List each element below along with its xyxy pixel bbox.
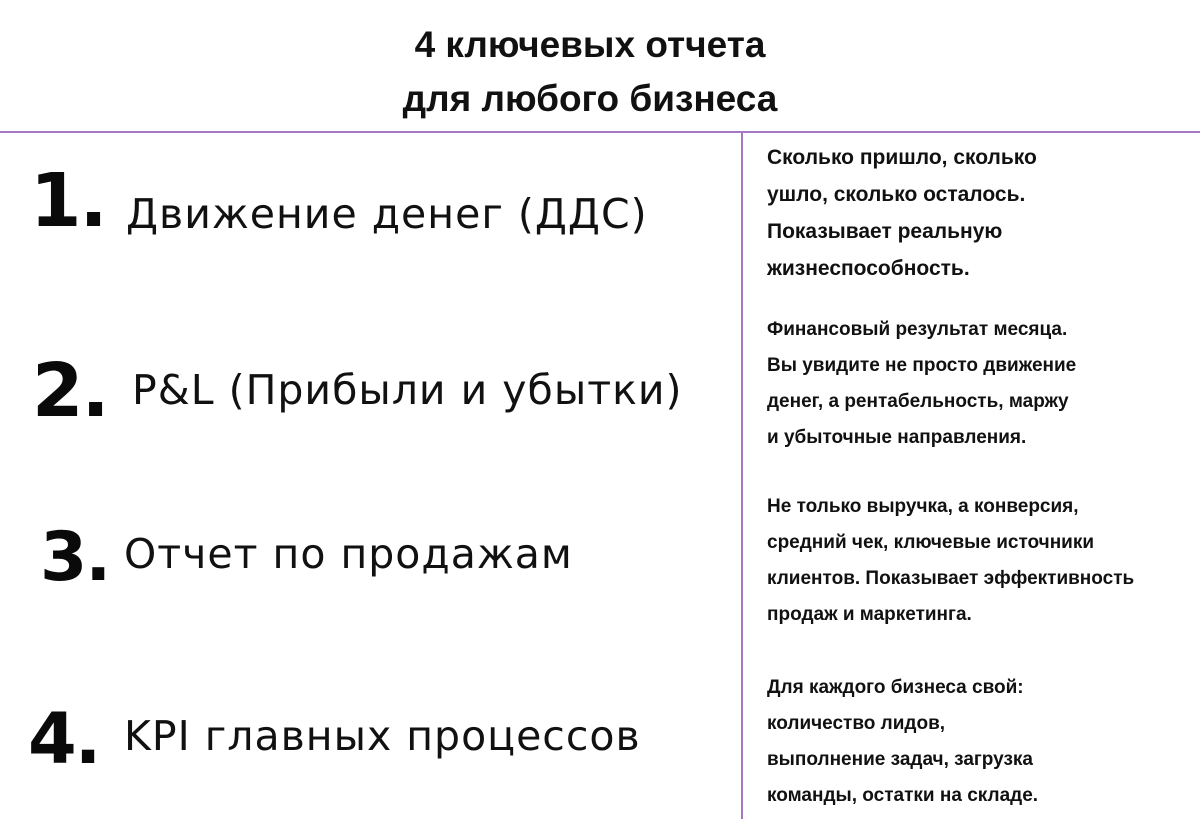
description-line: продаж и маркетинга. — [767, 604, 972, 625]
horizontal-divider — [0, 131, 1200, 133]
title-line-1: 4 ключевых отчета — [414, 24, 766, 65]
description-line: денег, а рентабельность, маржу — [767, 391, 1069, 412]
description-line: ушло, сколько осталось. — [767, 183, 1026, 206]
report-name: P&L (Прибыли и убытки) — [132, 366, 683, 414]
description-line: команды, остатки на складе. — [767, 785, 1039, 806]
report-name: Движение денег (ДДС) — [126, 190, 648, 238]
report-description — [767, 489, 1192, 633]
report-number: 3. — [40, 518, 110, 597]
title-line-2: для любого бизнеса — [402, 78, 778, 119]
page-title — [0, 18, 1180, 126]
report-description — [767, 670, 1192, 814]
description-line: Финансовый результат месяца. — [767, 319, 1068, 340]
description-line: средний чек, ключевые источники — [767, 532, 1095, 553]
description-line: выполнение задач, загрузка — [767, 749, 1033, 770]
description-line: жизнеспособность. — [767, 257, 970, 280]
vertical-divider — [741, 132, 743, 819]
description-line: Вы увидите не просто движение — [767, 355, 1077, 376]
description-line: количество лидов, — [767, 713, 946, 734]
report-description — [767, 139, 1192, 287]
description-line: Показывает реальную — [767, 220, 1003, 243]
report-number: 4. — [28, 698, 100, 780]
report-description — [767, 312, 1192, 456]
description-line: клиентов. Показывает эффективность — [767, 568, 1135, 589]
description-line: и убыточные направления. — [767, 427, 1027, 448]
report-number: 1. — [30, 158, 106, 244]
description-line: Не только выручка, а конверсия, — [767, 496, 1079, 517]
report-name: Отчет по продажам — [124, 530, 573, 578]
report-number: 2. — [32, 348, 108, 434]
description-line: Сколько пришло, сколько — [767, 146, 1037, 169]
report-name: KPI главных процессов — [124, 712, 641, 760]
description-line: Для каждого бизнеса свой: — [767, 677, 1024, 698]
